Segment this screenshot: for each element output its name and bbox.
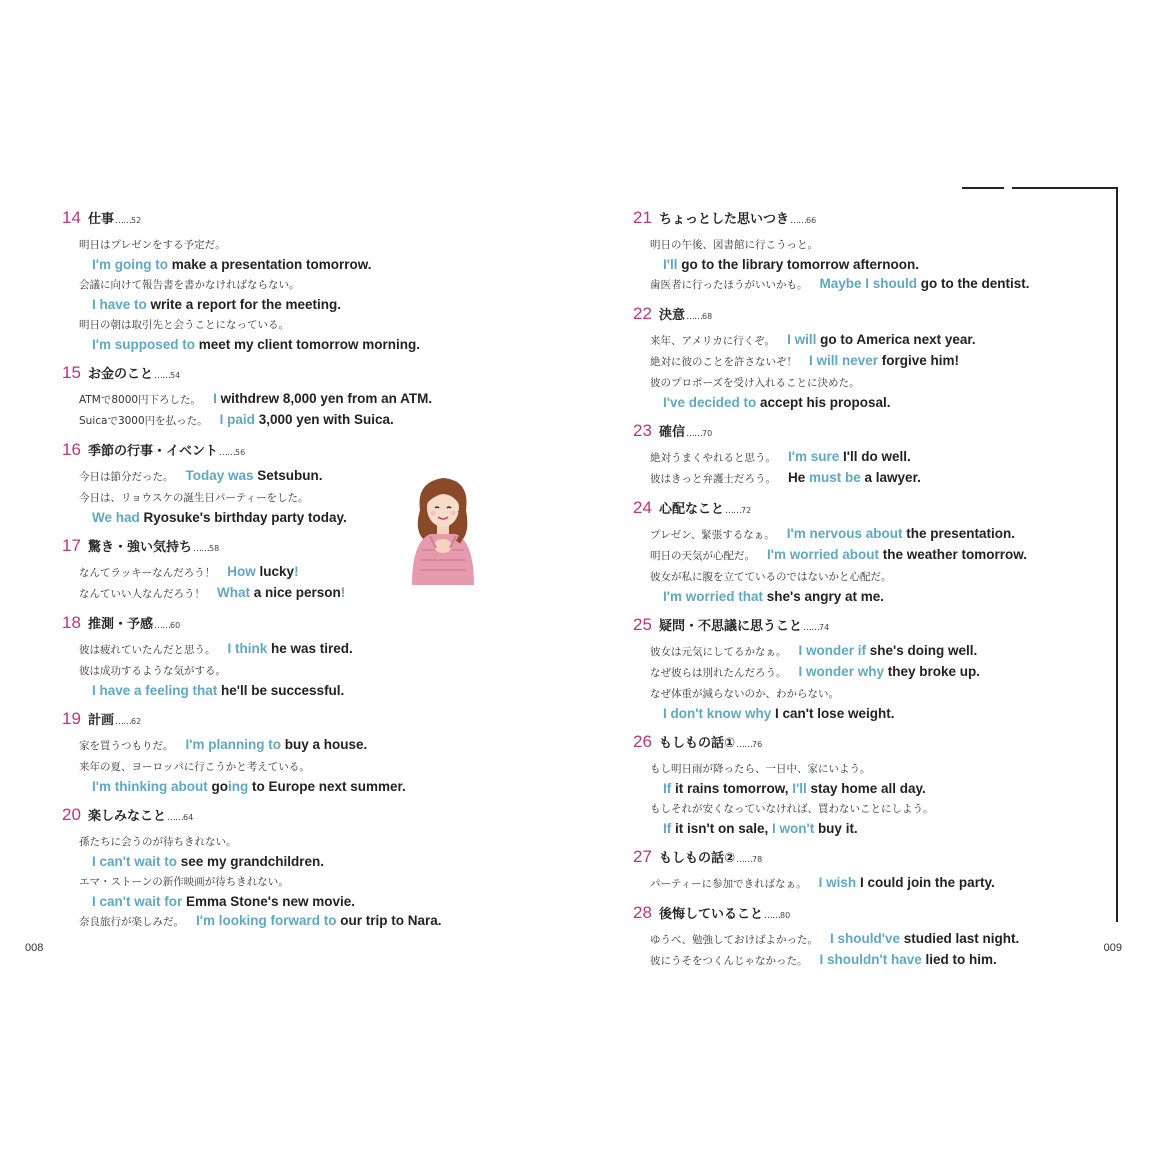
example-line	[62, 892, 542, 911]
example-line	[633, 393, 1103, 412]
example-line	[633, 234, 1103, 255]
japanese-sentence: もしそれが安くなっていなければ、買わないことにしよう。	[650, 803, 934, 815]
section-page-ref: 62	[131, 717, 142, 726]
sentence-text: the weather tomorrow.	[878, 547, 1027, 562]
example-line	[62, 389, 542, 410]
key-phrase: Maybe I should	[819, 276, 918, 291]
japanese-sentence: 家を買うつもりだ。	[79, 740, 174, 752]
key-phrase: I'm looking forward to	[196, 913, 337, 928]
key-phrase: I have a feeling that	[92, 683, 218, 698]
english-sentence	[820, 952, 997, 967]
key-phrase: I don't know why	[663, 706, 772, 721]
english-sentence	[819, 875, 995, 890]
section-19	[62, 709, 542, 796]
section-page-ref: 80	[780, 911, 791, 920]
japanese-sentence: 会議に向けて報告書を書かなければならない。	[79, 279, 300, 291]
english-sentence	[227, 564, 298, 579]
section-heading	[62, 363, 542, 389]
section-heading	[62, 805, 542, 831]
example-line	[633, 683, 1103, 704]
english-sentence	[787, 332, 976, 347]
sentence-text: our trip to Nara.	[336, 913, 442, 928]
key-phrase: I'm going to	[92, 257, 168, 272]
corner-rule-short	[962, 187, 1004, 189]
section-title: 後悔していること	[659, 907, 764, 922]
leader-dots: ……	[115, 717, 132, 727]
section-title: 仕事	[88, 212, 115, 227]
sentence-text: He	[788, 470, 810, 485]
section-number: 18	[62, 613, 81, 632]
leader-dots: ……	[736, 855, 753, 865]
sentence-text: Ryosuke's birthday party today.	[139, 510, 347, 525]
example-line	[633, 587, 1103, 606]
english-sentence	[186, 737, 368, 752]
example-line	[633, 545, 1103, 566]
japanese-sentence: ゆうべ、勉強しておけばよかった。	[650, 934, 818, 946]
key-phrase: I wish	[818, 875, 857, 890]
example-line	[633, 662, 1103, 683]
sentence-text: make a presentation tomorrow.	[167, 257, 372, 272]
section-heading	[62, 613, 542, 639]
sentence-text: it isn't on sale,	[671, 821, 772, 836]
japanese-sentence: なんていい人なんだろう！	[79, 588, 205, 600]
section-number: 16	[62, 440, 81, 459]
section-number: 25	[633, 615, 652, 634]
leader-dots: ……	[736, 740, 753, 750]
section-page-ref: 74	[819, 623, 830, 632]
section-title: 推測・予感	[88, 617, 154, 632]
key-phrase: I paid	[219, 412, 255, 427]
example-line	[62, 639, 542, 660]
japanese-sentence: 明日はプレゼンをする予定だ。	[79, 239, 226, 251]
key-phrase: If	[663, 781, 672, 796]
english-sentence	[217, 585, 345, 600]
sentence-text: I could join the party.	[856, 875, 995, 890]
section-title: 疑問・不思議に思うこと	[659, 619, 803, 634]
example-line	[62, 583, 542, 604]
sentence-text: lied to him.	[921, 952, 997, 967]
japanese-sentence: 彼にうそをつくんじゃなかった。	[650, 955, 808, 967]
section-number: 24	[633, 498, 652, 517]
key-phrase: I'm planning to	[185, 737, 281, 752]
example-line	[62, 234, 542, 255]
japanese-sentence: 絶対に彼のことを許さないぞ！	[650, 356, 797, 368]
japanese-sentence: 彼は疲れていたんだと思う。	[79, 644, 216, 656]
section-28	[633, 903, 1103, 971]
leader-dots: ……	[803, 623, 820, 633]
sentence-text: go	[207, 779, 228, 794]
english-sentence	[633, 781, 926, 796]
japanese-sentence: 今日は節分だった。	[79, 471, 174, 483]
example-line	[633, 758, 1103, 779]
english-sentence	[787, 526, 1015, 541]
japanese-sentence: なぜ体重が減らないのか、わからない。	[650, 688, 839, 700]
key-phrase: I won't	[771, 821, 815, 836]
english-sentence	[228, 641, 353, 656]
example-line	[633, 524, 1103, 545]
section-number: 20	[62, 805, 81, 824]
japanese-sentence: 孫たちに会うのが待ちきれない。	[79, 836, 237, 848]
english-sentence	[62, 337, 420, 352]
key-phrase: !	[340, 585, 346, 600]
key-phrase: I will	[787, 332, 817, 347]
section-15	[62, 363, 542, 431]
english-sentence	[186, 468, 323, 483]
leader-dots: ……	[764, 911, 781, 921]
sentence-text: accept his proposal.	[756, 395, 891, 410]
japanese-sentence: 奈良旅行が楽しみだ。	[79, 916, 184, 928]
example-line	[633, 779, 1103, 798]
english-sentence	[767, 547, 1027, 562]
margin-rule-vertical	[1116, 187, 1118, 922]
section-22	[633, 304, 1103, 412]
section-26	[633, 732, 1103, 838]
example-line	[62, 871, 542, 892]
section-page-ref: 52	[131, 216, 142, 225]
section-page-ref: 78	[752, 855, 763, 864]
key-phrase: must be	[809, 470, 861, 485]
right-page	[575, 0, 1150, 1150]
example-line	[633, 468, 1103, 489]
key-phrase: What	[217, 585, 250, 600]
key-phrase: I'm thinking about	[92, 779, 208, 794]
example-line	[633, 447, 1103, 468]
key-phrase: I'm supposed to	[92, 337, 195, 352]
section-heading	[633, 847, 1103, 873]
sentence-text: go to the library tomorrow afternoon.	[677, 257, 919, 272]
japanese-sentence: 今日は、リョウスケの誕生日パーティーをした。	[79, 492, 309, 504]
section-24	[633, 498, 1103, 606]
section-page-ref: 56	[235, 448, 246, 457]
right-column	[633, 208, 1103, 980]
english-sentence	[62, 297, 341, 312]
section-title: 心配なこと	[659, 502, 725, 517]
section-number: 14	[62, 208, 81, 227]
english-sentence	[788, 470, 921, 485]
section-title: 驚き・強い気持ち	[88, 540, 193, 555]
key-phrase: I shouldn't have	[819, 952, 922, 967]
section-heading	[633, 732, 1103, 758]
example-line	[633, 641, 1103, 662]
japanese-sentence: 彼は成功するような気がする。	[79, 665, 226, 677]
japanese-sentence: 来年、アメリカに行くぞ。	[650, 335, 776, 347]
sentence-text: 3,000 yen with Suica.	[254, 412, 394, 427]
section-page-ref: 72	[741, 506, 752, 515]
english-sentence	[62, 779, 406, 794]
key-phrase: If	[663, 821, 672, 836]
sentence-text: he'll be successful.	[217, 683, 345, 698]
japanese-sentence: 歯医者に行ったほうがいいかも。	[650, 279, 808, 291]
section-heading	[633, 421, 1103, 447]
key-phrase: I wonder why	[798, 664, 885, 679]
page-number-right: 009	[1103, 942, 1122, 954]
japanese-sentence: プレゼン、緊張するなぁ。	[650, 529, 775, 541]
english-sentence	[213, 391, 432, 406]
woman-illustration	[398, 470, 488, 585]
section-title: 季節の行事・イベント	[88, 444, 219, 459]
key-phrase: ing	[227, 779, 249, 794]
section-heading	[633, 208, 1103, 234]
sentence-text: go to the dentist.	[917, 276, 1030, 291]
section-number: 17	[62, 536, 81, 555]
sentence-text: stay home all day.	[806, 781, 926, 796]
section-18	[62, 613, 542, 700]
sentence-text: go to America next year.	[816, 332, 976, 347]
section-number: 23	[633, 421, 652, 440]
section-heading	[633, 615, 1103, 641]
english-sentence	[820, 276, 1030, 291]
japanese-sentence: 彼女は元気にしてるかなぁ。	[650, 646, 787, 658]
key-phrase: I can't wait for	[92, 894, 183, 909]
english-sentence	[62, 683, 344, 698]
section-page-ref: 60	[170, 621, 181, 630]
section-heading	[62, 709, 542, 735]
section-number: 15	[62, 363, 81, 382]
english-sentence	[809, 353, 959, 368]
example-line	[633, 330, 1103, 351]
leader-dots: ……	[167, 813, 184, 823]
sentence-text: buy a house.	[280, 737, 368, 752]
example-line	[633, 255, 1103, 274]
english-sentence	[633, 395, 891, 410]
example-line	[62, 831, 542, 852]
section-number: 26	[633, 732, 652, 751]
sentence-text: she's doing well.	[866, 643, 978, 658]
section-page-ref: 58	[209, 544, 220, 553]
japanese-sentence: 彼女が私に腹を立てているのではないかと心配だ。	[650, 571, 892, 583]
example-line	[62, 255, 542, 274]
english-sentence	[62, 854, 324, 869]
key-phrase: I'm nervous about	[786, 526, 903, 541]
japanese-sentence: 彼のプロポーズを受け入れることに決めた。	[650, 377, 860, 389]
key-phrase: I should've	[830, 931, 900, 946]
japanese-sentence: 絶対うまくやれると思う。	[650, 452, 776, 464]
english-sentence	[62, 257, 372, 272]
section-title: お金のこと	[88, 367, 154, 382]
key-phrase: I	[213, 391, 217, 406]
key-phrase: How	[227, 564, 256, 579]
section-number: 28	[633, 903, 652, 922]
example-line	[62, 852, 542, 871]
sentence-text: I can't lose weight.	[771, 706, 895, 721]
key-phrase: Today was	[185, 468, 254, 483]
leader-dots: ……	[790, 216, 807, 226]
example-line	[633, 704, 1103, 723]
example-line	[633, 798, 1103, 819]
section-page-ref: 70	[702, 429, 713, 438]
example-line	[633, 351, 1103, 372]
english-sentence	[788, 449, 911, 464]
example-line	[62, 911, 542, 932]
section-number: 27	[633, 847, 652, 866]
example-line	[62, 410, 542, 431]
section-title: もしもの話②	[659, 851, 736, 866]
english-sentence	[196, 913, 441, 928]
japanese-sentence: 彼はきっと弁護士だろう。	[650, 473, 776, 485]
corner-rule-long	[1012, 187, 1118, 189]
leader-dots: ……	[154, 371, 171, 381]
japanese-sentence: パーティーに参加できればなぁ。	[650, 878, 807, 890]
japanese-sentence: 来年の夏、ヨーロッパに行こうかと考えている。	[79, 761, 310, 773]
english-sentence	[799, 664, 981, 679]
example-line	[633, 929, 1103, 950]
english-sentence	[220, 412, 394, 427]
sentence-text: it rains tomorrow,	[671, 781, 793, 796]
leader-dots: ……	[686, 429, 703, 439]
section-page-ref: 68	[702, 312, 713, 321]
sentence-text: withdrew 8,000 yen from an ATM.	[216, 391, 433, 406]
section-21	[633, 208, 1103, 295]
sentence-text: see my grandchildren.	[176, 854, 325, 869]
section-page-ref: 76	[752, 740, 763, 749]
sentence-text: he was tired.	[267, 641, 353, 656]
key-phrase: I'll	[792, 781, 807, 796]
key-phrase: I'm worried about	[767, 547, 879, 562]
sentence-text: a lawyer.	[860, 470, 921, 485]
sentence-text: they broke up.	[884, 664, 981, 679]
english-sentence	[799, 643, 978, 658]
sentence-text: Setsubun.	[253, 468, 323, 483]
leader-dots: ……	[193, 544, 210, 554]
japanese-sentence: なんてラッキーなんだろう！	[79, 567, 216, 579]
section-page-ref: 64	[183, 813, 194, 822]
english-sentence	[62, 894, 355, 909]
japanese-sentence: もし明日雨が降ったら、一日中、家にいよう。	[650, 763, 871, 775]
section-heading	[62, 440, 542, 466]
key-phrase: !	[294, 564, 299, 579]
section-number: 19	[62, 709, 81, 728]
leader-dots: ……	[725, 506, 742, 516]
section-number: 21	[633, 208, 652, 227]
section-number: 22	[633, 304, 652, 323]
sentence-text: forgive him!	[878, 353, 960, 368]
section-title: ちょっとした思いつき	[659, 212, 790, 227]
japanese-sentence: 明日の天気が心配だ。	[650, 550, 755, 562]
leader-dots: ……	[115, 216, 132, 226]
section-20	[62, 805, 542, 932]
example-line	[62, 735, 542, 756]
example-line	[633, 274, 1103, 295]
section-heading	[62, 208, 542, 234]
japanese-sentence: Suicaで3000円を払った。	[79, 415, 208, 427]
key-phrase: I will never	[809, 353, 879, 368]
english-sentence	[633, 257, 919, 272]
key-phrase: We had	[92, 510, 140, 525]
key-phrase: I'll	[663, 257, 678, 272]
japanese-sentence: ATMで8000円下ろした。	[79, 394, 202, 406]
section-title: 決意	[659, 308, 686, 323]
japanese-sentence: エマ・ストーンの新作映画が待ちきれない。	[79, 876, 289, 888]
section-page-ref: 54	[170, 371, 181, 380]
sentence-text: studied last night.	[899, 931, 1020, 946]
example-line	[62, 335, 542, 354]
japanese-sentence: 明日の午後、図書館に行こうっと。	[650, 239, 818, 251]
english-sentence	[633, 821, 858, 836]
key-phrase: I can't wait to	[92, 854, 177, 869]
english-sentence	[633, 706, 894, 721]
sentence-text: I'll do well.	[839, 449, 911, 464]
english-sentence	[62, 510, 347, 525]
sentence-text: a nice person	[250, 585, 341, 600]
sentence-text: buy it.	[814, 821, 858, 836]
sentence-text: write a report for the meeting.	[146, 297, 342, 312]
section-title: もしもの話①	[659, 736, 736, 751]
english-sentence	[830, 931, 1019, 946]
example-line	[633, 819, 1103, 838]
sentence-text: to Europe next summer.	[248, 779, 406, 794]
section-page-ref: 66	[806, 216, 817, 225]
example-line	[633, 566, 1103, 587]
example-line	[62, 295, 542, 314]
page-number-left: 008	[25, 942, 44, 954]
leader-dots: ……	[686, 312, 703, 322]
key-phrase: I think	[227, 641, 268, 656]
section-heading	[633, 304, 1103, 330]
sentence-text: she's angry at me.	[762, 589, 884, 604]
key-phrase: I've decided to	[663, 395, 757, 410]
japanese-sentence: なぜ彼らは別れたんだろう。	[650, 667, 787, 679]
sentence-text: the presentation.	[902, 526, 1015, 541]
example-line	[62, 681, 542, 700]
section-title: 楽しみなこと	[88, 809, 167, 824]
example-line	[62, 314, 542, 335]
section-heading	[633, 903, 1103, 929]
example-line	[62, 274, 542, 295]
key-phrase: I wonder if	[798, 643, 866, 658]
section-title: 確信	[659, 425, 686, 440]
sentence-text: lucky	[255, 564, 295, 579]
section-heading	[633, 498, 1103, 524]
key-phrase: I have to	[92, 297, 147, 312]
example-line	[633, 372, 1103, 393]
section-title: 計画	[88, 713, 115, 728]
example-line	[62, 660, 542, 681]
leader-dots: ……	[154, 621, 171, 631]
sentence-text: meet my client tomorrow morning.	[194, 337, 420, 352]
section-14	[62, 208, 542, 354]
example-line	[62, 777, 542, 796]
japanese-sentence: 明日の朝は取引先と会うことになっている。	[79, 319, 289, 331]
sentence-text: Emma Stone's new movie.	[182, 894, 355, 909]
english-sentence	[633, 589, 884, 604]
example-line	[62, 756, 542, 777]
example-line	[633, 873, 1103, 894]
key-phrase: I'm worried that	[663, 589, 763, 604]
section-23	[633, 421, 1103, 489]
section-25	[633, 615, 1103, 723]
key-phrase: I'm sure	[788, 449, 840, 464]
section-27	[633, 847, 1103, 894]
leader-dots: ……	[219, 448, 236, 458]
example-line	[633, 950, 1103, 971]
